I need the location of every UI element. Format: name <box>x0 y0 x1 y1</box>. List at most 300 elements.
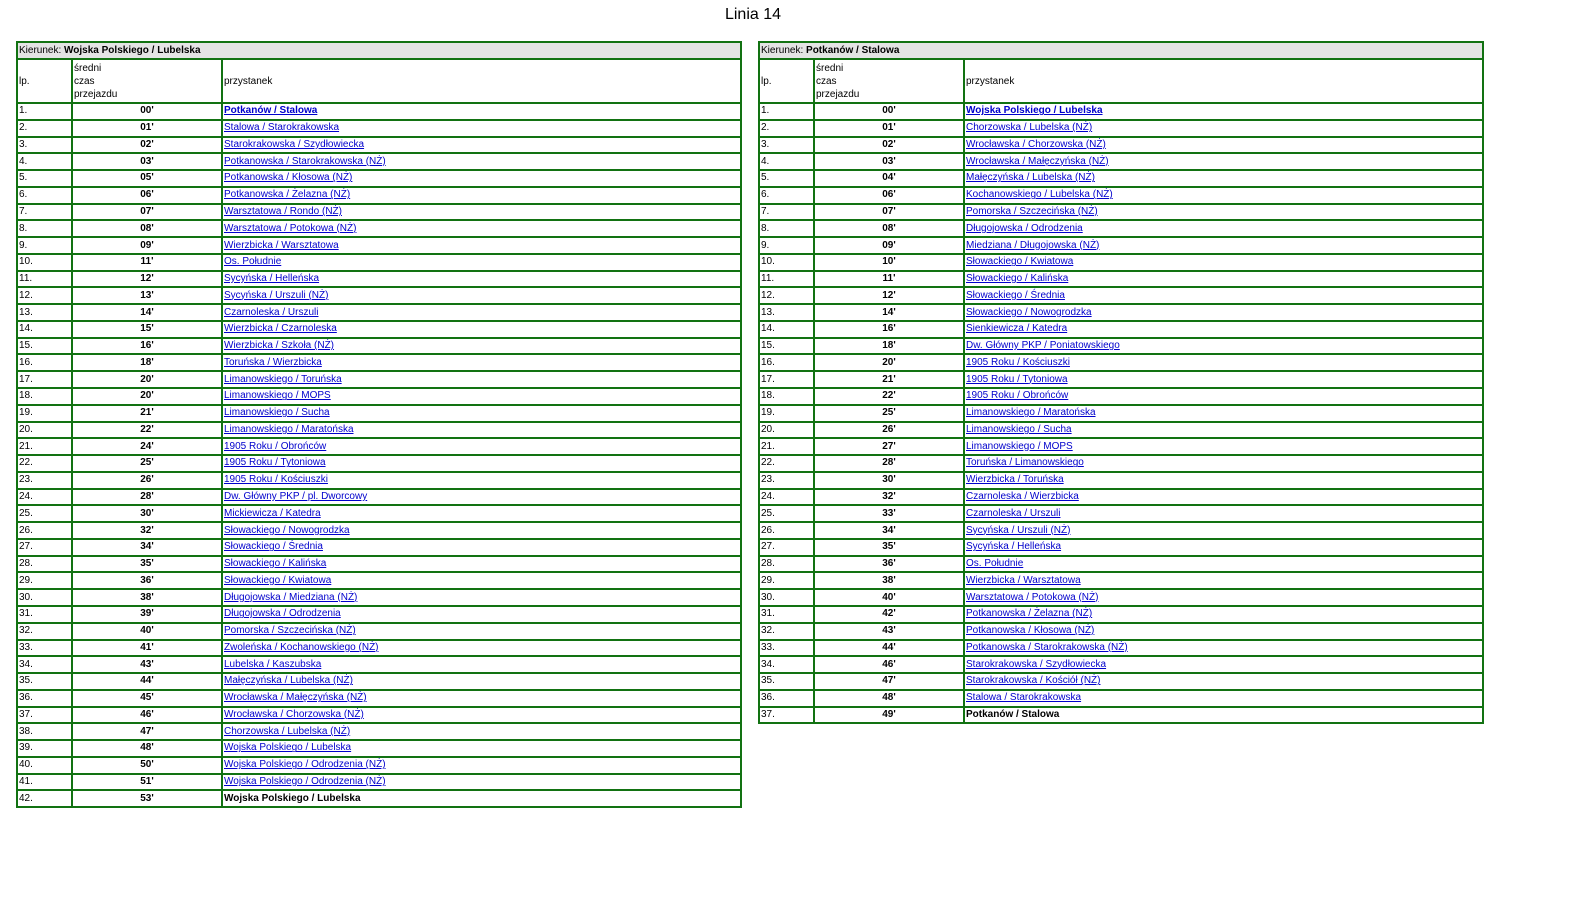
stop-number: 10. <box>17 254 72 271</box>
stop-number: 21. <box>759 438 814 455</box>
stop-cell <box>222 254 741 271</box>
travel-time: 32' <box>72 522 222 539</box>
page-title: Linia 14 <box>724 6 782 23</box>
table-row <box>759 623 1483 640</box>
travel-time: 49' <box>814 707 964 724</box>
direction-label: Kierunek: <box>761 44 804 56</box>
stop-link[interactable]: Długojowska / Miedziana (NŻ) <box>224 591 358 603</box>
stop-link[interactable]: Potkanowska / Kłosowa (NŻ) <box>966 625 1095 637</box>
stop-link[interactable]: Starokrakowska / Szydłowiecka <box>966 658 1107 670</box>
stop-number: 8. <box>17 220 72 237</box>
stop-cell <box>964 120 1483 137</box>
stop-link[interactable]: Potkanowska / Żelazna (NŻ) <box>224 189 351 201</box>
stop-cell <box>222 472 741 489</box>
stop-cell <box>964 640 1483 657</box>
direction-name: Potkanów / Stalowa <box>806 44 900 56</box>
table-row <box>17 388 741 405</box>
travel-time: 51' <box>72 774 222 791</box>
stop-number: 3. <box>759 137 814 154</box>
stop-link[interactable]: Małęczyńska / Lubelska (NŻ) <box>966 172 1095 184</box>
travel-time: 38' <box>814 572 964 589</box>
stop-link[interactable]: Miedziana / Długojowska (NŻ) <box>966 239 1100 251</box>
stop-number: 28. <box>759 556 814 573</box>
direction-table-2 <box>758 41 1484 724</box>
stop-name-final: Potkanów / Stalowa <box>966 708 1060 720</box>
stop-number: 10. <box>759 254 814 271</box>
travel-time: 38' <box>72 589 222 606</box>
table-row <box>17 438 741 455</box>
stop-number: 30. <box>17 589 72 606</box>
col-stop: przystanek <box>964 59 1483 103</box>
stop-number: 9. <box>17 237 72 254</box>
stop-cell <box>222 522 741 539</box>
stop-link[interactable]: Warsztatowa / Rondo (NŻ) <box>224 205 342 217</box>
stop-number: 27. <box>17 539 72 556</box>
stop-cell <box>964 656 1483 673</box>
stop-number: 35. <box>17 673 72 690</box>
stop-cell <box>964 707 1483 724</box>
stop-cell <box>222 455 741 472</box>
stop-cell <box>222 740 741 757</box>
stop-number: 5. <box>759 170 814 187</box>
stop-link[interactable]: Limanowskiego / MOPS <box>224 390 331 402</box>
table-row <box>759 589 1483 606</box>
stop-cell <box>964 690 1483 707</box>
table-row <box>759 422 1483 439</box>
stop-cell <box>222 723 741 740</box>
table-row <box>17 204 741 221</box>
stop-cell <box>964 371 1483 388</box>
travel-time: 45' <box>72 690 222 707</box>
stop-link[interactable]: Słowackiego / Nowogrodzka <box>966 306 1092 318</box>
stop-number: 18. <box>759 388 814 405</box>
table-row <box>17 589 741 606</box>
stop-number: 19. <box>17 405 72 422</box>
stop-number: 16. <box>17 354 72 371</box>
table-row <box>17 237 741 254</box>
stop-link[interactable]: Stalowa / Starokrakowska <box>966 692 1082 704</box>
stop-number: 20. <box>759 422 814 439</box>
stop-cell <box>222 120 741 137</box>
travel-time: 18' <box>814 338 964 355</box>
stop-cell <box>222 438 741 455</box>
stop-link[interactable]: Limanowskiego / MOPS <box>966 440 1073 452</box>
table-row <box>759 572 1483 589</box>
travel-time: 25' <box>814 405 964 422</box>
col-time: średni czas przejazdu <box>72 59 222 103</box>
stop-link[interactable]: Kochanowskiego / Lubelska (NŻ) <box>966 189 1113 201</box>
stop-cell <box>222 656 741 673</box>
table-row <box>759 606 1483 623</box>
col-time: średni czas przejazdu <box>814 59 964 103</box>
stop-link[interactable]: Słowackiego / Kwiatowa <box>966 256 1074 268</box>
stop-cell <box>222 220 741 237</box>
table-row <box>17 422 741 439</box>
table-row <box>759 153 1483 170</box>
stop-cell <box>964 137 1483 154</box>
travel-time: 47' <box>72 723 222 740</box>
stop-link[interactable]: Warsztatowa / Potokowa (NŻ) <box>224 222 357 234</box>
direction-label: Kierunek: <box>19 44 62 56</box>
table-row <box>759 539 1483 556</box>
table-row <box>17 656 741 673</box>
stop-number: 42. <box>17 790 72 807</box>
travel-time: 30' <box>72 505 222 522</box>
travel-time: 46' <box>72 707 222 724</box>
stop-link[interactable]: Wrocławska / Małęczyńska (NŻ) <box>966 155 1109 167</box>
direction-header-row <box>759 42 1483 59</box>
table-row <box>17 170 741 187</box>
table-row <box>17 740 741 757</box>
stop-link[interactable]: Wierzbicka / Warsztatowa <box>966 574 1081 586</box>
stop-link[interactable]: 1905 Roku / Kościuszki <box>224 474 328 486</box>
stop-link[interactable]: Potkanowska / Żelazna (NŻ) <box>966 608 1093 620</box>
travel-time: 18' <box>72 354 222 371</box>
stop-cell <box>222 338 741 355</box>
table-row <box>17 271 741 288</box>
travel-time: 33' <box>814 505 964 522</box>
stop-link[interactable]: Dw. Główny PKP / Poniatowskiego <box>966 340 1120 352</box>
travel-time: 50' <box>72 757 222 774</box>
stop-number: 37. <box>759 707 814 724</box>
stop-link[interactable]: Limanowskiego / Maratońska <box>966 407 1096 419</box>
table-row <box>17 103 741 120</box>
stop-cell <box>964 204 1483 221</box>
stop-number: 11. <box>759 271 814 288</box>
stop-link[interactable]: Wrocławska / Chorzowska (NŻ) <box>966 138 1106 150</box>
stop-cell <box>222 422 741 439</box>
stop-cell <box>222 204 741 221</box>
stop-link[interactable]: Wierzbicka / Czarnoleska <box>224 323 337 335</box>
stop-link[interactable]: Limanowskiego / Maratońska <box>224 423 354 435</box>
stop-number: 7. <box>17 204 72 221</box>
stop-number: 19. <box>759 405 814 422</box>
travel-time: 05' <box>72 170 222 187</box>
stop-link[interactable]: Toruńska / Limanowskiego <box>966 457 1084 469</box>
stop-cell <box>222 640 741 657</box>
stop-link[interactable]: Wrocławska / Chorzowska (NŻ) <box>224 708 364 720</box>
stop-link[interactable]: Pomorska / Szczecińska (NŻ) <box>966 205 1098 217</box>
table-row <box>759 673 1483 690</box>
stop-link[interactable]: Wojska Polskiego / Lubelska <box>224 742 352 754</box>
stop-cell <box>222 287 741 304</box>
stop-cell <box>964 254 1483 271</box>
stop-cell <box>222 137 741 154</box>
travel-time: 22' <box>72 422 222 439</box>
stop-number: 6. <box>759 187 814 204</box>
stop-link[interactable]: Wrocławska / Małęczyńska (NŻ) <box>224 692 367 704</box>
stop-number: 31. <box>759 606 814 623</box>
table-row <box>759 354 1483 371</box>
travel-time: 13' <box>72 287 222 304</box>
table-row <box>759 489 1483 506</box>
stop-link[interactable]: Mickiewicza / Katedra <box>224 507 321 519</box>
travel-time: 28' <box>72 489 222 506</box>
stop-number: 1. <box>17 103 72 120</box>
stop-link[interactable]: Zwoleńska / Kochanowskiego (NŻ) <box>224 641 379 653</box>
stop-link[interactable]: Słowackiego / Kalińska <box>224 558 327 570</box>
stop-number: 15. <box>759 338 814 355</box>
travel-time: 00' <box>814 103 964 120</box>
travel-time: 02' <box>72 137 222 154</box>
stop-link[interactable]: Wojska Polskiego / Odrodzenia (NŻ) <box>224 776 386 787</box>
stop-link[interactable]: Słowackiego / Nowogrodzka <box>224 524 350 536</box>
stop-link[interactable]: Długojowska / Odrodzenia <box>966 222 1083 234</box>
stop-number: 37. <box>17 707 72 724</box>
stop-cell <box>964 220 1483 237</box>
travel-time: 40' <box>72 623 222 640</box>
table-row <box>759 707 1483 724</box>
travel-time: 41' <box>72 640 222 657</box>
stop-number: 22. <box>17 455 72 472</box>
stop-cell <box>964 103 1483 120</box>
stop-cell <box>222 489 741 506</box>
stop-number: 25. <box>17 505 72 522</box>
stop-cell <box>964 438 1483 455</box>
stop-link[interactable]: Czarnoleska / Urszuli <box>224 306 319 318</box>
travel-time: 02' <box>814 137 964 154</box>
stop-link[interactable]: Wojska Polskiego / Lubelska <box>966 105 1103 117</box>
table-row <box>759 388 1483 405</box>
stop-number: 23. <box>759 472 814 489</box>
stop-number: 16. <box>759 354 814 371</box>
table-row <box>759 237 1483 254</box>
travel-time: 36' <box>72 572 222 589</box>
stop-cell <box>222 388 741 405</box>
stop-link[interactable]: Potkanowska / Starokrakowska (NŻ) <box>966 641 1128 653</box>
stop-link[interactable]: 1905 Roku / Tytoniowa <box>224 457 326 469</box>
stop-link[interactable]: Słowackiego / Kwiatowa <box>224 574 332 586</box>
travel-time: 10' <box>814 254 964 271</box>
travel-time: 04' <box>814 170 964 187</box>
stop-link[interactable]: Pomorska / Szczecińska (NŻ) <box>224 625 356 637</box>
table-row <box>759 371 1483 388</box>
table-row <box>17 153 741 170</box>
travel-time: 25' <box>72 455 222 472</box>
stop-link[interactable]: Starokrakowska / Szydłowiecka <box>224 138 365 150</box>
travel-time: 39' <box>72 606 222 623</box>
col-lp: lp. <box>759 59 814 103</box>
travel-time: 22' <box>814 388 964 405</box>
table-row <box>759 505 1483 522</box>
stop-link[interactable]: Lubelska / Kaszubska <box>224 658 322 670</box>
stop-cell <box>222 304 741 321</box>
stop-link[interactable]: 1905 Roku / Obrońców <box>224 440 327 452</box>
table-row <box>17 472 741 489</box>
stop-link[interactable]: Czarnoleska / Urszuli <box>966 507 1061 519</box>
stop-number: 23. <box>17 472 72 489</box>
stop-number: 40. <box>17 757 72 774</box>
stop-link[interactable]: Limanowskiego / Toruńska <box>224 373 342 385</box>
stop-link[interactable]: Potkanów / Stalowa <box>224 105 318 117</box>
stop-link[interactable]: Sienkiewicza / Katedra <box>966 323 1068 335</box>
travel-time: 44' <box>72 673 222 690</box>
stop-link[interactable]: Os. Południe <box>966 558 1024 570</box>
stop-cell <box>222 774 741 791</box>
stop-link[interactable]: Słowackiego / Średnia <box>224 541 323 553</box>
stop-link[interactable]: Starokrakowska / Kościół (NŻ) <box>966 675 1101 687</box>
direction-name: Wojska Polskiego / Lubelska <box>64 44 201 56</box>
travel-time: 35' <box>72 556 222 573</box>
table-row <box>17 640 741 657</box>
stop-cell <box>222 271 741 288</box>
stop-cell <box>222 673 741 690</box>
stop-number: 9. <box>759 237 814 254</box>
travel-time: 44' <box>814 640 964 657</box>
table-row <box>759 656 1483 673</box>
travel-time: 28' <box>814 455 964 472</box>
stop-number: 26. <box>759 522 814 539</box>
table-row <box>17 774 741 791</box>
stop-link[interactable]: Słowackiego / Średnia <box>966 289 1065 301</box>
stop-number: 20. <box>17 422 72 439</box>
stop-cell <box>222 690 741 707</box>
stop-link[interactable]: Limanowskiego / Sucha <box>966 423 1072 435</box>
stop-link[interactable]: Wojska Polskiego / Odrodzenia (NŻ) <box>224 759 386 771</box>
stop-number: 32. <box>17 623 72 640</box>
stop-link[interactable]: Potkanowska / Kłosowa (NŻ) <box>224 172 353 184</box>
stop-link[interactable]: 1905 Roku / Tytoniowa <box>966 373 1068 385</box>
stop-cell <box>964 237 1483 254</box>
stop-number: 39. <box>17 740 72 757</box>
stop-number: 8. <box>759 220 814 237</box>
table-row <box>17 489 741 506</box>
direction-header <box>759 42 1483 59</box>
stop-number: 14. <box>759 321 814 338</box>
travel-time: 21' <box>814 371 964 388</box>
table-row <box>759 271 1483 288</box>
travel-time: 35' <box>814 539 964 556</box>
stop-link[interactable]: Wierzbicka / Warsztatowa <box>224 239 339 251</box>
travel-time: 27' <box>814 438 964 455</box>
table-row <box>17 304 741 321</box>
stop-link[interactable]: Sycyńska / Urszuli (NŻ) <box>966 524 1071 536</box>
stop-cell <box>964 388 1483 405</box>
table-row <box>759 187 1483 204</box>
stop-link[interactable]: Potkanowska / Starokrakowska (NŻ) <box>224 155 386 167</box>
table-row <box>17 338 741 355</box>
travel-time: 21' <box>72 405 222 422</box>
col-lp: lp. <box>17 59 72 103</box>
travel-time: 32' <box>814 489 964 506</box>
stop-link[interactable]: Warsztatowa / Potokowa (NŻ) <box>966 591 1099 603</box>
travel-time: 16' <box>814 321 964 338</box>
stop-link[interactable]: Słowackiego / Kalińska <box>966 273 1069 285</box>
direction-header-row <box>17 42 741 59</box>
stop-cell <box>222 405 741 422</box>
table-row <box>759 640 1483 657</box>
stop-number: 21. <box>17 438 72 455</box>
travel-time: 08' <box>72 220 222 237</box>
stop-number: 12. <box>759 287 814 304</box>
travel-time: 36' <box>814 556 964 573</box>
stop-link[interactable]: Chorzowska / Lubelska (NŻ) <box>966 122 1093 134</box>
stop-number: 36. <box>17 690 72 707</box>
stop-cell <box>964 170 1483 187</box>
stop-number: 29. <box>17 572 72 589</box>
stop-cell <box>222 354 741 371</box>
travel-time: 12' <box>814 287 964 304</box>
stop-number: 26. <box>17 522 72 539</box>
stop-link[interactable]: Chorzowska / Lubelska (NŻ) <box>224 725 351 737</box>
stop-link[interactable]: Sycyńska / Helleńska <box>224 273 320 285</box>
table-row <box>17 187 741 204</box>
stop-link[interactable]: Toruńska / Wierzbicka <box>224 356 322 368</box>
stop-number: 27. <box>759 539 814 556</box>
stop-number: 22. <box>759 455 814 472</box>
table-row <box>759 137 1483 154</box>
travel-time: 06' <box>72 187 222 204</box>
travel-time: 01' <box>814 120 964 137</box>
stop-link[interactable]: 1905 Roku / Obrońców <box>966 390 1069 402</box>
table-row <box>759 690 1483 707</box>
table-row <box>17 137 741 154</box>
stop-link[interactable]: Sycyńska / Helleńska <box>966 541 1062 553</box>
stop-link[interactable]: Sycyńska / Urszuli (NŻ) <box>224 289 329 301</box>
stop-link[interactable]: Małęczyńska / Lubelska (NŻ) <box>224 675 353 687</box>
travel-time: 48' <box>72 740 222 757</box>
stop-number: 17. <box>17 371 72 388</box>
table-row <box>17 254 741 271</box>
stop-number: 36. <box>759 690 814 707</box>
stop-cell <box>964 271 1483 288</box>
stop-number: 35. <box>759 673 814 690</box>
direction-table-1 <box>16 41 742 808</box>
travel-time: 11' <box>72 254 222 271</box>
col-stop: przystanek <box>222 59 741 103</box>
stop-link[interactable]: Czarnoleska / Wierzbicka <box>966 490 1079 502</box>
stop-link[interactable]: Wierzbicka / Szkoła (NŻ) <box>224 340 335 352</box>
stop-cell <box>964 287 1483 304</box>
stop-link[interactable]: 1905 Roku / Kościuszki <box>966 356 1070 368</box>
direction-header <box>17 42 741 59</box>
stop-cell <box>222 757 741 774</box>
stop-number: 33. <box>17 640 72 657</box>
table-row <box>17 539 741 556</box>
table-row <box>17 371 741 388</box>
table-row <box>759 556 1483 573</box>
travel-time: 12' <box>72 271 222 288</box>
stop-cell <box>222 572 741 589</box>
stop-link[interactable]: Stalowa / Starokrakowska <box>224 122 340 134</box>
travel-time: 30' <box>814 472 964 489</box>
stop-name-final: Wojska Polskiego / Lubelska <box>224 792 361 804</box>
stop-cell <box>222 237 741 254</box>
table-row <box>17 120 741 137</box>
stop-link[interactable]: Limanowskiego / Sucha <box>224 407 330 419</box>
table-row <box>17 757 741 774</box>
table-row <box>17 321 741 338</box>
stop-cell <box>222 623 741 640</box>
stop-link[interactable]: Wierzbicka / Toruńska <box>966 474 1064 486</box>
stop-cell <box>964 589 1483 606</box>
stop-number: 2. <box>759 120 814 137</box>
stop-cell <box>222 505 741 522</box>
stop-number: 32. <box>759 623 814 640</box>
travel-time: 08' <box>814 220 964 237</box>
stop-number: 31. <box>17 606 72 623</box>
stop-number: 4. <box>759 153 814 170</box>
stop-link[interactable]: Długojowska / Odrodzenia <box>224 608 341 620</box>
stop-cell <box>222 606 741 623</box>
stop-link[interactable]: Os. Południe <box>224 256 282 268</box>
stop-cell <box>222 539 741 556</box>
stop-link[interactable]: Dw. Główny PKP / pl. Dworcowy <box>224 490 368 502</box>
table-row <box>17 287 741 304</box>
stop-number: 38. <box>17 723 72 740</box>
stop-number: 14. <box>17 321 72 338</box>
stop-number: 34. <box>17 656 72 673</box>
